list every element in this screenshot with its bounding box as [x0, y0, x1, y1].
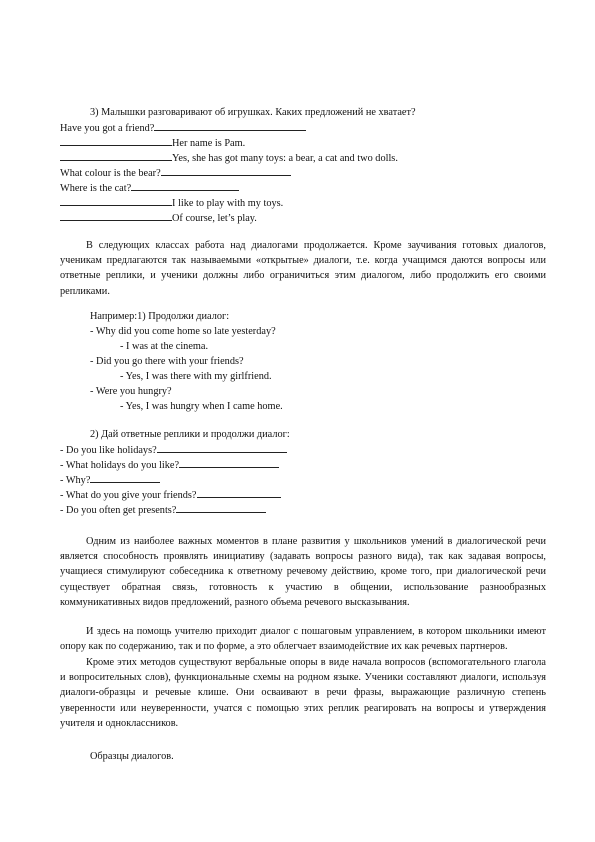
example-line: - I was at the cinema. — [120, 341, 209, 352]
line-text: - Do you often get presents? — [60, 505, 177, 516]
answer-blank[interactable] — [157, 443, 287, 453]
example-line: - Were you hungry? — [90, 386, 172, 397]
line-text: What colour is the bear? — [60, 168, 161, 179]
task3-line-4 — [60, 166, 291, 181]
paragraph-open-dialogues: В следующих классах работа над диалогами продолжается. Кроме заучивания готовых диалогов, ученикам предлагаются так называемыми «открытые» диалоги, т.е. когда учащимся даются вопросы или ответные реплики, и ученики должны либо ограничиться этим диалогом, либо продолжить его своими репликами. — [60, 240, 546, 297]
answer-blank[interactable] — [161, 166, 291, 176]
answer-blank[interactable] — [60, 211, 172, 221]
paragraph-stepwise-dialogue: И здесь на помощь учителю приходит диалог с пошаговым управлением, в котором школьники имеют опору как по содержанию, так и по форме, а это облегчает взаимодействие их как речевых партнеров. — [60, 626, 546, 653]
task3-line-6 — [60, 196, 283, 211]
line-text: I like to play with my toys. — [172, 198, 284, 209]
task2-line-3 — [60, 473, 160, 488]
line-text: - Do you like holidays? — [60, 445, 157, 456]
answer-blank[interactable] — [179, 458, 279, 468]
task3-line-3 — [60, 151, 398, 166]
line-text: Yes, she has got many toys: a bear, a cat and two dolls. — [172, 153, 398, 164]
answer-blank[interactable] — [154, 121, 306, 131]
answer-blank[interactable] — [60, 136, 172, 146]
line-text: Her name is Pam. — [172, 138, 246, 149]
answer-blank[interactable] — [131, 181, 239, 191]
task3-line-1 — [60, 121, 306, 136]
example-heading: Например:1) Продолжи диалог: — [90, 311, 230, 322]
answer-blank[interactable] — [60, 196, 172, 206]
line-text: - Why? — [60, 475, 91, 486]
example-line: - Why did you come home so late yesterday? — [90, 326, 276, 337]
task2-line-5 — [60, 503, 266, 518]
task2-line-2 — [60, 458, 279, 473]
task3-line-7 — [60, 211, 257, 226]
task3-line-2 — [60, 136, 245, 151]
line-text: - What holidays do you like? — [60, 460, 180, 471]
paragraph-verbal-supports: Кроме этих методов существуют вербальные опоры в виде начала вопросов (вспомогательного глагола и вопросительных слов), функциональные схемы на родном языке. Ученики составляют диалоги, используя диалоги-образцы и речевые клише. Они осваивают в речи фразы, выражающие различную степень уверенности или неуверенности, учатся с помощью этих реплик реагировать на вопросы и утверждения учителя и одноклассников. — [60, 657, 546, 729]
task2-heading: 2) Дай ответные реплики и продолжи диалог: — [90, 429, 290, 440]
line-text: Of course, let’s play. — [172, 213, 257, 224]
line-text: Have you got a friend? — [60, 123, 155, 134]
answer-blank[interactable] — [197, 488, 281, 498]
line-text: Where is the cat? — [60, 183, 132, 194]
answer-blank[interactable] — [60, 151, 172, 161]
example-line: - Yes, I was hungry when I came home. — [120, 401, 283, 412]
answer-blank[interactable] — [90, 473, 160, 483]
answer-blank[interactable] — [176, 503, 266, 513]
task2-line-4 — [60, 488, 281, 503]
paragraph-initiative: Одним из наиболее важных моментов в плане развития у школьников умений в диалогической речи является способность проявлять инициативу (задавать вопросы разного вида), так как задавая вопросы, учащиеся стимулируют собеседника к ответному речевому действию, кроме того, при диалогической речи существует обратная связь, готовность к участию в общении, использование разнообразных коммуникативных видов предложений, разного объема речевого высказывания. — [60, 536, 546, 608]
line-text: - What do you give your friends? — [60, 490, 197, 501]
task3-line-5 — [60, 181, 239, 196]
example-line: - Did you go there with your friends? — [90, 356, 244, 367]
task2-line-1 — [60, 443, 287, 458]
example-line: - Yes, I was there with my girlfriend. — [120, 371, 272, 382]
task3-heading: 3) Малышки разговаривают об игрушках. Каких предложений не хватает? — [90, 107, 416, 118]
footer-heading: Образцы диалогов. — [90, 751, 174, 762]
